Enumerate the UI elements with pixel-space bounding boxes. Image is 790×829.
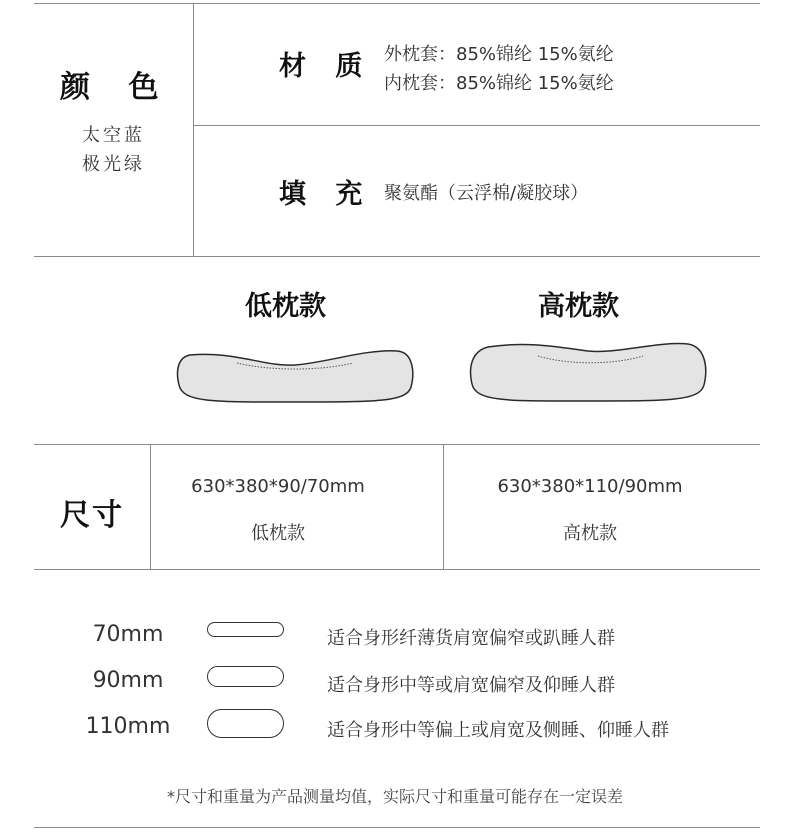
material-outer: 外枕套：85%锦纶 15%氨纶	[384, 44, 614, 65]
section-divider-2	[34, 444, 760, 445]
top-divider	[34, 3, 760, 4]
bottom-divider	[34, 827, 760, 828]
low-pillow-illustration	[175, 347, 415, 407]
color-option-green: 极光绿	[82, 154, 145, 175]
height-110-label: 110mm	[85, 714, 171, 739]
high-pillow-illustration	[468, 339, 708, 404]
high-size-dims: 630*380*110/90mm	[497, 476, 683, 497]
material-label: 材 质	[279, 51, 373, 82]
height-70-shape	[207, 622, 284, 637]
height-70-label: 70mm	[92, 622, 164, 647]
high-model-title: 高枕款	[538, 291, 619, 322]
high-pillow-body	[471, 344, 706, 401]
spec-row-divider	[193, 125, 760, 126]
color-option-blue: 太空蓝	[82, 125, 145, 146]
section-divider-1	[34, 256, 760, 257]
filling-label: 填 充	[279, 179, 373, 210]
low-pillow-body	[177, 351, 412, 402]
filling-text: 聚氨酯（云浮棉/凝胶球）	[384, 183, 589, 204]
size-column-divider-1	[150, 444, 151, 569]
low-size-dims: 630*380*90/70mm	[191, 476, 365, 497]
low-size-name: 低枕款	[251, 523, 305, 544]
section-divider-3	[34, 569, 760, 570]
low-model-title: 低枕款	[245, 291, 326, 322]
size-column-divider-2	[443, 444, 444, 569]
material-inner: 内枕套：85%锦纶 15%氨纶	[384, 73, 614, 94]
height-90-label: 90mm	[92, 668, 164, 693]
measurement-note: *尺寸和重量为产品测量均值，实际尺寸和重量可能存在一定误差	[166, 787, 623, 806]
size-label: 尺寸	[60, 498, 124, 533]
height-110-desc: 适合身形中等偏上或肩宽及侧睡、仰睡人群	[327, 720, 669, 741]
height-70-desc: 适合身形纤薄货肩宽偏窄或趴睡人群	[327, 628, 615, 649]
spec-column-divider	[193, 4, 194, 256]
high-size-name: 高枕款	[563, 523, 617, 544]
height-90-desc: 适合身形中等或肩宽偏窄及仰睡人群	[327, 675, 615, 696]
height-90-shape	[207, 666, 284, 687]
color-label: 颜 色	[60, 70, 173, 105]
height-110-shape	[207, 709, 284, 738]
